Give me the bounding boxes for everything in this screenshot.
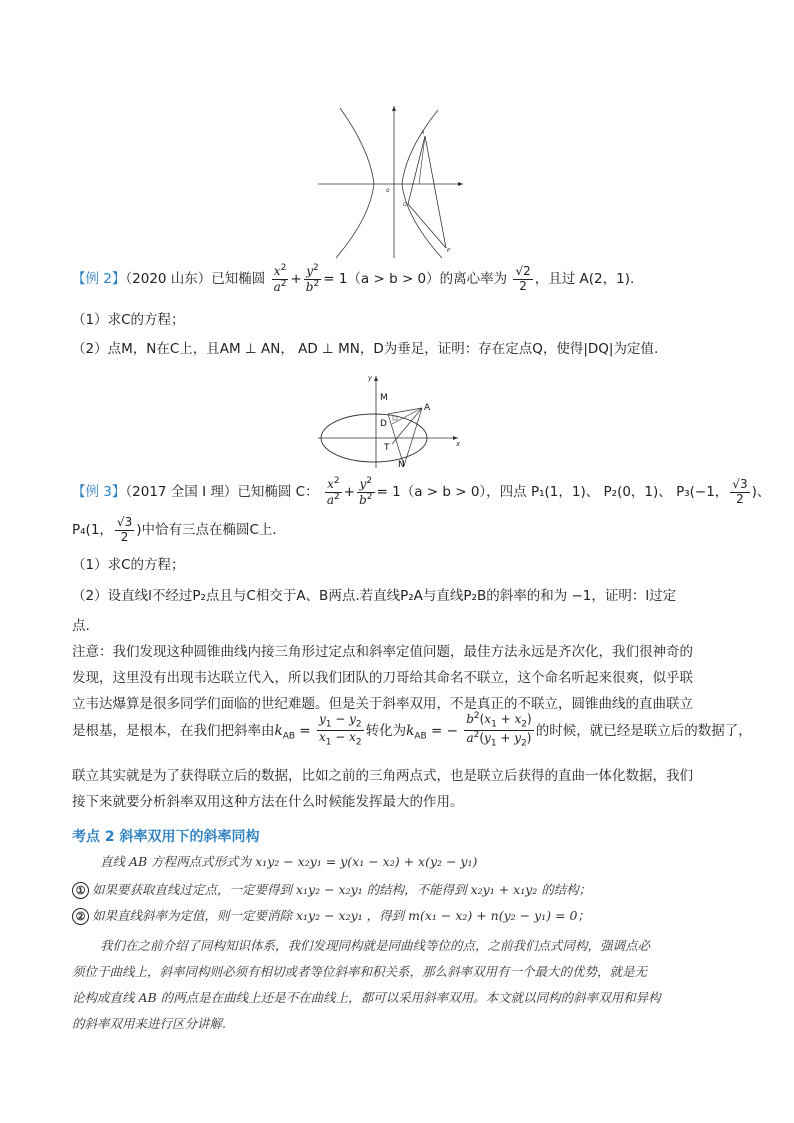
section-p3: 论构成直线 AB 的两点是在曲线上还是不在曲线上，都可以采用斜率双用。本文就以同构的斜率双用和异构: [72, 990, 661, 1005]
slope-frac-2: $\frac{b^2(x_1 + x_2)}{a^2(y_1 + y_2)}$: [466, 711, 532, 749]
note-l3: 立韦达爆算是很多同学们面临的世纪难题。但是关于斜率双用，不是真正的不联立，圆锥曲线的直曲联立: [72, 696, 693, 712]
segment-at: [392, 408, 422, 444]
label-m: M: [380, 393, 388, 403]
section-h2: 如果要获取直线过定点，一定要得到 x₁y₂ − x₂y₁ 的结构，不能得到 x₂y₁ + x₁y₂ 的结构；: [92, 882, 592, 897]
label-o: o: [386, 187, 390, 194]
p4-frac: $\frac{√3}{2}$: [116, 515, 133, 544]
ex3-tag: 【例 3】: [72, 484, 126, 500]
label-a: A: [424, 403, 431, 413]
hyperbola-figure: [318, 100, 468, 260]
x-axis-arrow: [458, 182, 463, 186]
label-q: Q: [403, 202, 407, 208]
label-n: N: [398, 460, 405, 470]
ex3-p4-line: [72, 514, 722, 546]
ex2-q2: （2）点M，N在C上，且AM ⊥ AN， AD ⊥ MN，D为垂足，证明：存在定点Q，使得|DQ|为定值.: [72, 341, 659, 357]
ex3-q1: （1）求C的方程；: [72, 557, 185, 573]
ex3-intro: （2017 全国 I 理）已知椭圆 C：: [125, 484, 319, 500]
ex2-tail: ，且过 A(2，1).: [534, 271, 635, 287]
note-l2: 发现，这里没有出现韦达联立代入，所以我们团队的刀哥给其命名不联立，这个命名听起来很爽，似乎联: [72, 670, 693, 686]
ex2-statement: 【例 2】（2020 山东）已知椭圆 $\frac{x^2}{a^2}$ + $\frac{y^2}{b^2}$ = 1（a > b > 0）的离心率为 $\frac{√2}{2}$ ，且过 A(2，1).: [72, 263, 635, 294]
ex3-p4end: )中恰有三点在椭圆C上.: [136, 522, 277, 538]
label-p: P: [447, 248, 451, 254]
section-h1: 直线 AB 方程两点式形式为 x₁y₂ − x₂y₁ = y(x₁ − x₂) + x(y₂ − y₁): [100, 854, 478, 869]
ex2-tag: 【例 2】: [72, 271, 126, 287]
segment-aq: [408, 136, 425, 204]
segment-ap: [425, 136, 446, 248]
segment-a-mid: [419, 136, 425, 184]
ex3-p4: P₄(1，: [72, 522, 113, 538]
section-p2: 须位于曲线上，斜率同构则必须有相切或者等位斜率和积关系，那么斜率双用有一个最大的优势，就是无: [72, 964, 648, 979]
ex3-q2: （2）设直线l不经过P₂点且与C相交于A、B两点.若直线P₂A与直线P₂B的斜率的和为 −1，证明：l过定: [72, 588, 677, 604]
segment-qp: [408, 204, 446, 248]
label-x: x: [456, 440, 461, 448]
ellipse-frac-x: $\frac{x^2}{a^2}$: [326, 476, 340, 507]
left-branch: [336, 108, 374, 258]
segment-an: [404, 408, 422, 466]
ellipse-frac-y: $\frac{y^2}{b^2}$: [359, 476, 373, 507]
circle-number-1: ①: [72, 882, 89, 899]
note-l4c: 的时候，就已经是联立后的数据了，: [535, 722, 752, 739]
section-heading: 考点 2 斜率双用下的斜率同构: [72, 829, 260, 845]
ex2-intro: （2020 山东）已知椭圆: [125, 271, 266, 287]
ex2-cond: （a > b > 0）的离心率为: [347, 271, 508, 287]
label-y: y: [368, 374, 373, 382]
note-l4a: 是根基，是根本，在我们把斜率由: [72, 722, 275, 739]
y-axis-arrow: [374, 376, 378, 381]
ex3-p3end: )、: [751, 484, 771, 500]
ex3-q2b: 点.: [72, 618, 90, 634]
note-l1: 注意：我们发现这种圆锥曲线内接三角形过定点和斜率定值问题，最佳方法永远是齐次化，我们很神奇的: [72, 644, 693, 660]
y-axis-arrow: [392, 106, 396, 111]
ex2-q1: （1）求C的方程；: [72, 312, 185, 328]
ellipse-frac-y: $\frac{y^2}{b^2}$: [305, 263, 320, 294]
ex3-statement: 【例 3】（2017 全国 I 理）已知椭圆 C： $\frac{x^2}{a^2}$ + $\frac{y^2}{b^2}$ = 1（a > b > 0），四点 P₁(1，1)、 P₂(0，1)、 P₃(−1， $\frac{√3}{2}$ )、: [72, 476, 771, 507]
section-h3: 如果直线斜率为定值，则一定要消除 x₁y₂ − x₂y₁ ，得到 m(x₁ − x₂) + n(y₂ − y₁) = 0；: [92, 908, 590, 923]
eccentricity-frac: $\frac{√2}{2}$: [515, 264, 531, 293]
label-d: D: [380, 419, 387, 429]
section-h2-line: [72, 880, 591, 899]
ellipse-figure: [318, 372, 468, 470]
label-t: T: [384, 443, 390, 453]
circle-number-2: ②: [72, 908, 89, 925]
note-l6: 接下来就要分析斜率双用这种方法在什么时候能发挥最大的作用。: [72, 794, 464, 810]
note-l4b: 转化为: [365, 722, 407, 739]
section-p1: 我们在之前介绍了同构知识体系，我们发现同构就是同曲线等位的点，之前我们点式同构，强调点必: [100, 938, 651, 953]
p3-frac: $\frac{√3}{2}$: [732, 477, 748, 506]
ex3-cond: （a > b > 0），四点 P₁(1，1)、 P₂(0，1)、 P₃(−1，: [400, 484, 729, 500]
ellipse-frac-x: $\frac{x^2}{a^2}$: [273, 263, 287, 294]
slope-frac-1: $\frac{y_1 - y_2}{x_1 - x_2}$: [318, 712, 362, 748]
section-h3-line: [72, 906, 590, 925]
note-l4: 是根基，是根本，在我们把斜率由$k_{AB}$ = $\frac{y_1 - y_2}{x_1 - x_2}$ 转化为$k_{AB}$ = − $\frac{b^2(x_1 + x_2)}{a^2(y_1 + y_2)}$ 的时候，就已经是联立后的数据了，: [72, 711, 752, 749]
note-l5: 联立其实就是为了获得联立后的数据，比如之前的三角两点式，也是联立后获得的直曲一体化数据，我们: [72, 768, 693, 784]
label-a: A: [421, 130, 425, 136]
section-p4: 的斜率双用来进行区分讲解.: [72, 1016, 226, 1031]
